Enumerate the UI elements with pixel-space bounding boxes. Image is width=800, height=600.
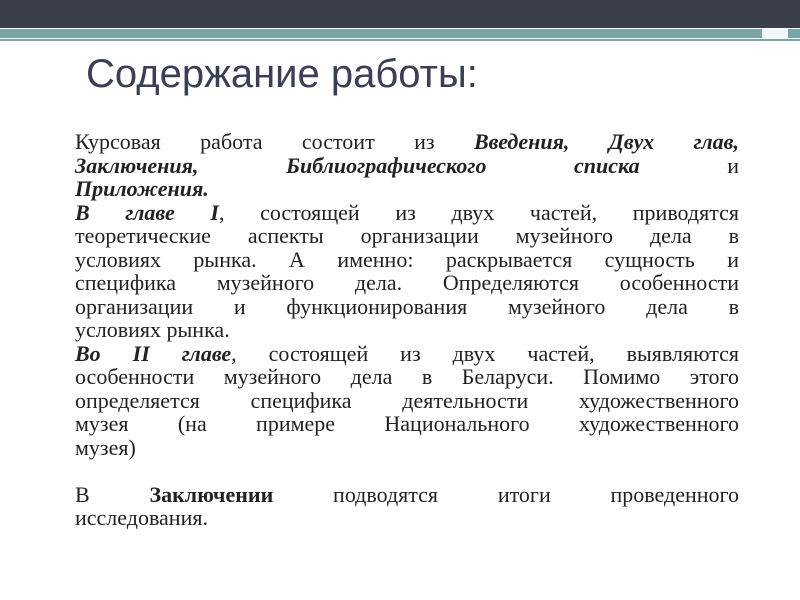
- line-text: особенности музейного дела в Беларуси. Помимо этого: [75, 364, 739, 389]
- line-text: теоретические аспекты организации музейного дела в: [75, 223, 739, 248]
- body-line: [75, 483, 739, 507]
- header-band-line: [0, 39, 800, 41]
- body-line: [75, 389, 739, 413]
- body-line: [75, 295, 739, 319]
- line-text: и: [639, 152, 739, 178]
- line-text: подводятся итоги проведенного: [273, 481, 739, 507]
- body-line: [75, 130, 739, 154]
- header-accent: [762, 28, 788, 39]
- body-line: [75, 436, 739, 460]
- line-emphasis: Во II главе: [75, 340, 232, 366]
- line-text: условиях рынка.: [75, 317, 230, 342]
- line-text: музея (на примере Национального художественного: [75, 411, 739, 436]
- line-text: Курсовая работа состоит из: [75, 129, 474, 154]
- body-line: [75, 412, 739, 436]
- line-emphasis: Приложения.: [75, 176, 209, 201]
- body-line: [75, 154, 739, 178]
- body-line: [75, 318, 739, 342]
- line-text: условиях рынка. А именно: раскрывается сущность и: [75, 246, 739, 272]
- slide-title: Содержание работы:: [86, 52, 478, 96]
- body-line: [75, 201, 739, 225]
- line-emphasis: В главе I: [75, 199, 219, 225]
- body-line: [75, 506, 739, 530]
- body-line: [75, 365, 739, 389]
- line-emphasis: Заключении: [149, 481, 274, 507]
- line-emphasis: Введения, Двух глав,: [473, 129, 739, 154]
- body-line: [75, 342, 739, 366]
- slide-body: [75, 130, 739, 530]
- line-text: специфика музейного дела. Определяются особенности: [75, 270, 739, 295]
- body-line: [75, 177, 739, 201]
- line-text: , состоящей из двух частей, приводятся: [218, 199, 739, 225]
- line-emphasis: Заключения, Библиографического списка: [75, 152, 640, 178]
- body-line: [75, 248, 739, 272]
- line-text: определяется специфика деятельности художественного: [75, 387, 739, 413]
- line-text: музея): [75, 434, 136, 460]
- header-band-teal: [0, 29, 800, 38]
- body-line: [75, 271, 739, 295]
- line-text: исследования.: [75, 505, 208, 530]
- line-text: организации и функционирования музейного дела в: [75, 293, 739, 319]
- line-text: В: [75, 481, 150, 507]
- header-band-dark: [0, 0, 800, 28]
- line-text: , состоящей из двух частей, выявляются: [231, 340, 739, 366]
- body-line: [75, 224, 739, 248]
